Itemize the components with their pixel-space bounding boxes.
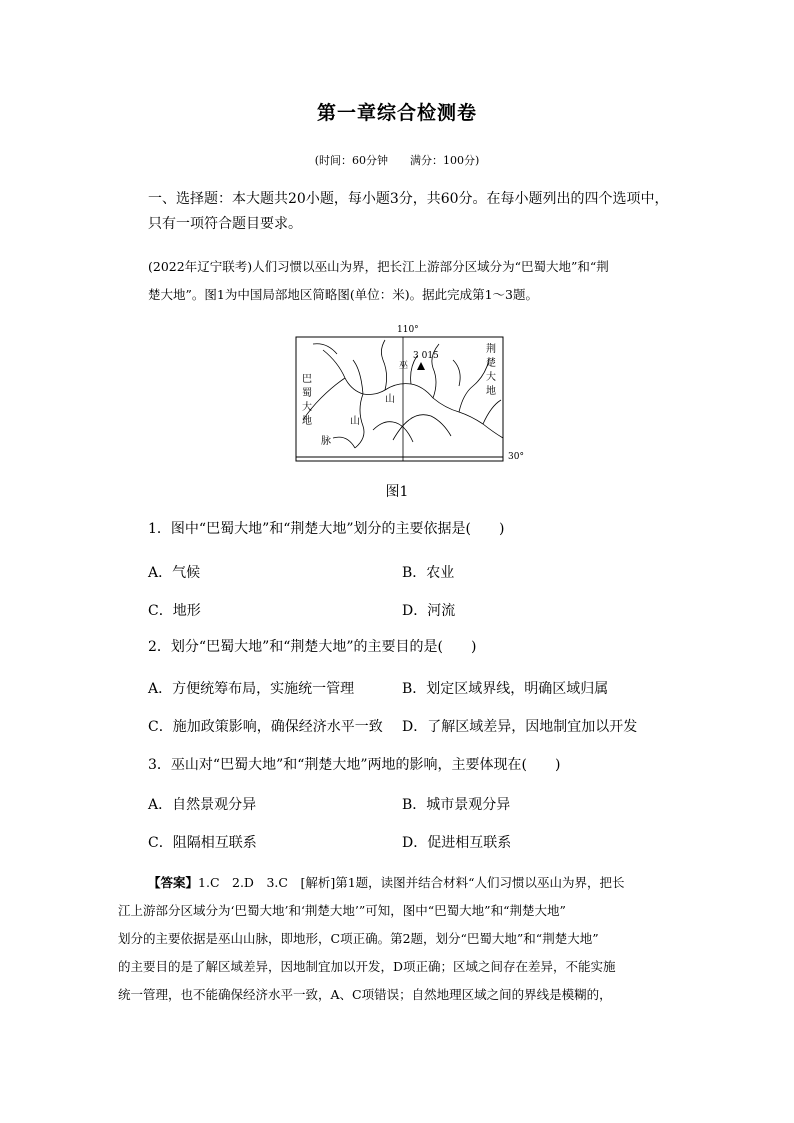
question-1-option-d: D．河流 <box>402 603 456 619</box>
question-2-option-a: A．方便统筹布局，实施统一管理 <box>148 681 355 697</box>
svg-text:蜀: 蜀 <box>302 388 312 399</box>
section-instruction-line1: 一、选择题：本大题共20小题，每小题3分，共60分。在每小题列出的四个选项中， <box>148 191 669 207</box>
section-instruction-line2: 只有一项符合题目要求。 <box>148 216 302 232</box>
page-title: 第一章综合检测卷 <box>316 102 477 124</box>
exam-meta: (时间：60分钟 满分：100分) <box>314 154 480 167</box>
question-2-option-b: B．划定区域界线，明确区域归属 <box>402 681 609 697</box>
svg-text:大: 大 <box>302 402 312 413</box>
question-1-option-c: C．地形 <box>148 603 201 619</box>
svg-text:地: 地 <box>302 416 312 427</box>
svg-text:地: 地 <box>486 386 496 397</box>
svg-text:山: 山 <box>385 394 395 405</box>
material-line2: 楚大地”。图1为中国局部地区简略图(单位：米)。据此完成第1～3题。 <box>148 287 539 302</box>
question-1-option-b: B．农业 <box>402 565 455 581</box>
right-region-label <box>486 342 496 397</box>
question-3-option-c: C．阻隔相互联系 <box>148 835 257 851</box>
answer-line-4: 的主要目的是了解区域差异，因地制宜加以开发，D项正确；区域之间存在差异，不能实施 <box>118 959 616 974</box>
svg-text:山: 山 <box>350 416 360 427</box>
question-3-option-b: B．城市景观分异 <box>402 797 511 813</box>
longitude-label: 110° <box>397 325 419 335</box>
svg-text:荆: 荆 <box>486 344 496 355</box>
question-3-option-a: A．自然景观分异 <box>148 797 257 813</box>
svg-text:楚: 楚 <box>486 358 496 369</box>
answer-line-1: 【答案】1.C 2.D 3.C [解析]第1题，读图并结合材料“人们习惯以巫山为界，把长 <box>148 875 625 890</box>
svg-text:巴: 巴 <box>302 374 312 385</box>
svg-text:脉: 脉 <box>321 436 331 447</box>
answer-line-2: 江上游部分区域分为‘巴蜀大地’和‘荆楚大地’”可知，图中“巴蜀大地”和“荆楚大地” <box>118 903 566 918</box>
answer-line-5: 统一管理，也不能确保经济水平一致，A、C项错误；自然地理区域之间的界线是模糊的， <box>118 987 612 1002</box>
material-line1: (2022年辽宁联考)人们习惯以巫山为界，把长江上游部分区域分为“巴蜀大地”和“荆 <box>148 259 609 274</box>
figure-caption: 图1 <box>385 484 409 500</box>
answer-line-3: 划分的主要依据是巫山山脉，即地形，C项正确。第2题，划分“巴蜀大地”和“荆楚大地” <box>118 931 599 946</box>
question-3-option-d: D．促进相互联系 <box>402 835 512 851</box>
answer-label: 【答案】 <box>148 875 199 890</box>
question-2-option-c: C．施加政策影响，确保经济水平一致 <box>148 719 383 735</box>
svg-text:大: 大 <box>486 372 496 383</box>
mountain-range-label <box>321 392 395 447</box>
latitude-label: 30° <box>508 452 524 462</box>
question-1-stem: 1．图中“巴蜀大地”和“荆楚大地”划分的主要依据是( ) <box>148 521 505 537</box>
question-2-stem: 2．划分“巴蜀大地”和“荆楚大地”的主要目的是( ) <box>148 639 477 655</box>
figure-1-map <box>293 320 525 465</box>
question-2-option-d: D．了解区域差异，因地制宜加以开发 <box>402 719 638 735</box>
question-3-stem: 3．巫山对“巴蜀大地”和“荆楚大地”两地的影响，主要体现在( ) <box>148 757 561 773</box>
question-1-option-a: A．气候 <box>148 565 201 581</box>
wu-label: 巫 <box>399 361 409 371</box>
left-region-label <box>302 373 312 427</box>
peak-icon <box>417 362 425 370</box>
elevation-label: 3 015 <box>413 351 439 361</box>
